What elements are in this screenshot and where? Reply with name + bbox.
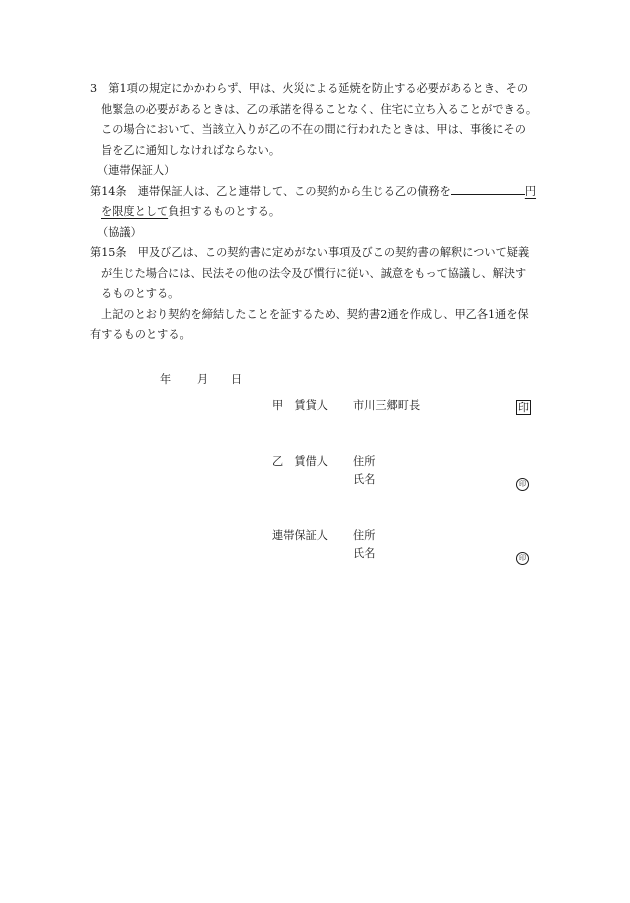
lessee-seal	[516, 473, 529, 494]
guarantor-role: 連帯保証人	[272, 529, 328, 542]
seal-circle-icon: 印	[516, 552, 529, 565]
closing-line1: 上記のとおり契約を締結したことを証するため、契約書2通を作成し、甲乙各1通を保	[101, 308, 529, 321]
lessor-seal	[516, 398, 531, 419]
guarantor-seal	[516, 547, 529, 568]
article14-heading: （連帯保証人）	[97, 164, 176, 177]
article14-limit-text: を限度として	[101, 205, 169, 218]
article14-line1	[90, 182, 536, 203]
date-month: 月	[197, 373, 209, 386]
article15-heading: （協議）	[97, 226, 142, 239]
amount-blank	[451, 183, 525, 195]
guarantor-address-label: 住所	[353, 529, 376, 542]
clause3-line1: 3 第1項の規定にかかわらず、甲は、火災による延焼を防止する必要があるとき、その	[90, 82, 529, 95]
seal-circle-icon: 印	[516, 478, 529, 491]
article14-line1-text: 第14条 連帯保証人は、乙と連帯して、この契約から生じる乙の債務を	[90, 185, 451, 198]
seal-box-icon: 印	[518, 401, 529, 414]
clause3-line4: 旨を乙に通知しなければならない。	[101, 144, 281, 157]
article14-line2	[101, 202, 280, 223]
clause3-line3: この場合において、当該立入りが乙の不在の間に行われたときは、甲は、事後にその	[101, 123, 526, 136]
lessee-address-label: 住所	[353, 455, 376, 468]
date-year: 年	[160, 373, 172, 386]
lessor-name: 市川三郷町長	[353, 399, 421, 412]
lessor-role: 甲 賃貸人	[272, 399, 328, 412]
clause3-line2: 他緊急の必要があるときは、乙の承諾を得ることなく、住宅に立ち入ることができる。	[101, 103, 538, 116]
guarantor-name-label: 氏名	[353, 547, 376, 560]
closing-line2: 有するものとする。	[90, 328, 191, 341]
lessee-role: 乙 賃借人	[272, 455, 328, 468]
article15-line3: るものとする。	[101, 287, 180, 300]
article15-line2: が生じた場合には、民法その他の法令及び慣行に従い、誠意をもって協議し、解決す	[101, 267, 527, 280]
date-day: 日	[231, 373, 243, 386]
article14-line2-rest: 負担するものとする。	[168, 205, 281, 218]
amount-unit: 円	[524, 185, 537, 198]
lessee-name-label: 氏名	[353, 473, 376, 486]
article15-line1: 第15条 甲及び乙は、この契約書に定めがない事項及びこの契約書の解釈について疑義	[90, 246, 530, 259]
